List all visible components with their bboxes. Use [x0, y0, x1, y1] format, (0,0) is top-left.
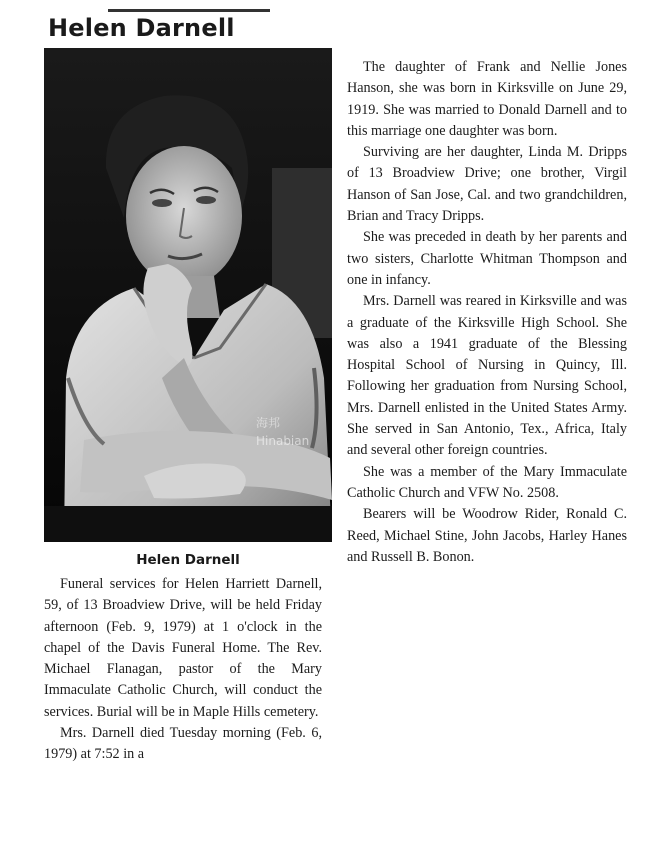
paragraph-survivors: Surviving are her daughter, Linda M. Dripps of 13 Broadview Drive; one brother, Virgil Hanson of San Jose, Cal. and two grandchildren, Brian and Tracy Dripps. [347, 144, 627, 225]
paragraph-bearers: Bearers will be Woodrow Rider, Ronald C. Reed, Michael Stine, John Jacobs, Harley Hanes and Russell B. Bonon. [347, 506, 627, 565]
watermark-line-2: Hinabian [256, 434, 310, 448]
portrait-photo [44, 48, 332, 542]
paragraph-education-service: Mrs. Darnell was reared in Kirksville and was a graduate of the Kirksville High School. She was also a 1941 graduate of the Blessing Hospital School of Nursing in Quincy, Ill. Following her graduation from Nursing School, Mrs. Darnell enlisted in the United States Army. She served in San Antonio, Tex., Africa, Italy and several other foreign countries. [347, 293, 627, 459]
paragraph-church-membership: She was a member of the Mary Immaculate Catholic Church and VFW No. 2508. [347, 463, 627, 501]
right-column [347, 57, 627, 568]
watermark [256, 414, 309, 450]
left-column [44, 574, 322, 861]
watermark-line-1: 海邦 [256, 416, 281, 430]
paragraph-funeral-services: Funeral services for Helen Harriett Darnell, 59, of 13 Broadview Drive, will be held Friday afternoon (Feb. 9, 1979) at 1 o'clock in the chapel of the Davis Funeral Home. The Rev. Michael Flanagan, pastor of the Mary Immaculate Catholic Church, will conduct the services. Burial will be in Maple Hills cemetery. [44, 576, 322, 720]
headline: Helen Darnell [48, 14, 235, 42]
paragraph-preceded-in-death: She was preceded in death by her parents and two sisters, Charlotte Whitman Thompson and one in infancy. [347, 229, 627, 288]
portrait-illustration [44, 48, 332, 542]
paragraph-death-details: Mrs. Darnell died Tuesday morning (Feb. 6, 1979) at 7:52 in a [44, 725, 322, 763]
photo-caption: Helen Darnell [136, 552, 240, 568]
top-rule [108, 9, 270, 12]
paragraph-parents-marriage: The daughter of Frank and Nellie Jones Hanson, she was born in Kirksville on June 29, 1919. She was married to Donald Darnell and to this marriage one daughter was born. [347, 59, 627, 139]
